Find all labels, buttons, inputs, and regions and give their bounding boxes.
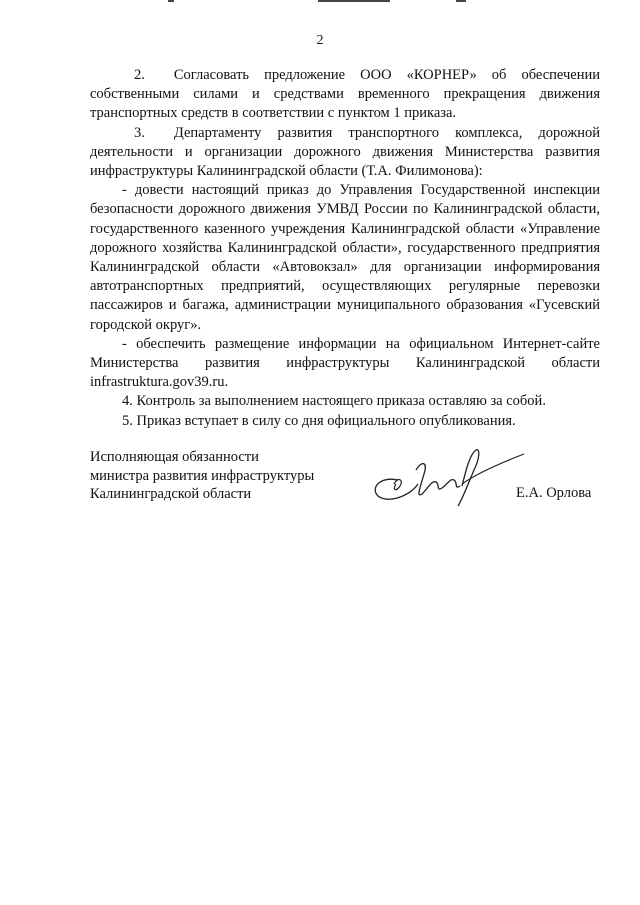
paragraph-department-instructions: 3. Департаменту развития транспортного комплекса, дорожной деятельности и организации дорожного движения Министерства развития инфраструктуры Калининградской области (Т.А. Филимонова): [90, 124, 600, 180]
signatory-position [90, 448, 314, 504]
paragraph-agree-proposal: 2. Согласовать предложение ООО «КОРНЕР» об обеспечении собственными силами и средствами временного прекращения движения транспортных средств в соответствии с пунктом 1 приказа. [90, 67, 600, 122]
page-number: 2 [316, 33, 324, 48]
handwritten-signature-icon [358, 440, 528, 510]
document-body [90, 66, 600, 431]
paragraph-control: 4. Контроль за выполнением настоящего приказа оставляю за собой. [122, 393, 546, 410]
paragraph-publish-info: - обеспечить размещение информации на официальном Интернет-сайте Министерства развития инфраструктуры Калининградской области infrastruktura.gov39.ru. [90, 335, 600, 391]
scan-artifact [318, 0, 390, 2]
paragraph-bring-order: - довести настоящий приказ до Управления Государственной инспекции безопасности дорожного движения УМВД России по Калининградской области, государственного казенного учреждения Калининградской области «Управление дорожного хозяйства Калининградской области», государственного предприятия Калининградской области «Автовокзал» для организации информирования автотранспортных предприятий, осуществляющих регулярные перевозки пассажиров и багажа, администрации муниципального образования «Гусевский городской округ». [90, 182, 600, 333]
scan-artifact [168, 0, 174, 2]
position-line: Исполняющая обязанности [90, 449, 259, 465]
scan-artifact [456, 0, 466, 2]
signer-name: Е.А. Орлова [516, 485, 592, 501]
paragraph-effective: 5. Приказ вступает в силу со дня официального опубликования. [122, 412, 516, 429]
position-line: министра развития инфраструктуры [90, 467, 315, 484]
position-line: Калининградской области [90, 486, 252, 502]
